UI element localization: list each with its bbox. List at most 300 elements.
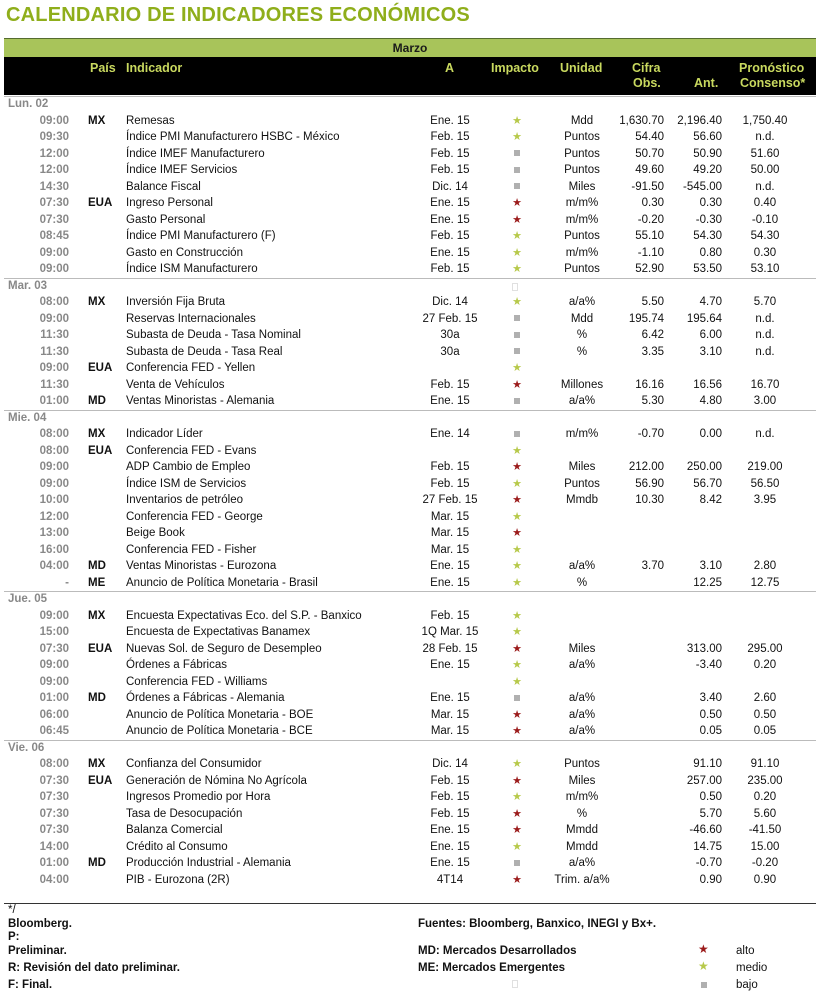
cell-period: Feb. 15 xyxy=(430,131,470,143)
cell-previous: 0.05 xyxy=(699,725,722,737)
table-row xyxy=(0,855,824,872)
cell-time: 09:00 xyxy=(39,461,69,473)
cell-country: ME xyxy=(88,576,106,589)
cell-consensus: 3.00 xyxy=(753,395,777,407)
impact-high-star-icon: ★ xyxy=(512,378,522,391)
table-row xyxy=(0,723,824,740)
table-row xyxy=(0,690,824,707)
cell-period: Feb. 15 xyxy=(430,609,470,622)
cell-unit: a/a% xyxy=(568,692,596,704)
impact-medium-star-icon: ★ xyxy=(512,840,522,853)
cell-time: 01:00 xyxy=(39,395,69,407)
cell-consensus: -0.10 xyxy=(751,213,779,226)
table-row xyxy=(0,707,824,724)
impact-low-square-icon xyxy=(507,162,527,179)
table-row xyxy=(0,624,824,641)
impact-high-star-icon: ★ xyxy=(512,873,522,886)
cell-unit: Miles xyxy=(568,642,596,655)
cell-time: 10:00 xyxy=(39,494,69,506)
cell-time: 09:00 xyxy=(39,362,69,374)
cell-consensus: 0.30 xyxy=(753,246,777,259)
cell-time: 13:00 xyxy=(39,527,69,539)
cell-country: MX xyxy=(88,758,106,770)
table-row xyxy=(0,146,824,163)
cell-time: 01:00 xyxy=(39,692,69,704)
col-impacto: Impacto xyxy=(491,61,539,75)
cell-time: 01:00 xyxy=(39,857,69,869)
cell-previous: 54.30 xyxy=(693,230,722,242)
cell-indicator: Ventas Minoristas - Eurozona xyxy=(126,560,277,572)
cell-observed: -1.10 xyxy=(637,246,664,259)
col-obs: Obs. xyxy=(633,76,661,90)
impact-medium-star-icon: ★ xyxy=(512,296,522,308)
table-row xyxy=(0,657,824,674)
day-divider xyxy=(4,591,816,592)
cell-indicator: Encuesta Expectativas Eco. del S.P. - Banxico xyxy=(126,609,362,622)
impact-high-star-icon: ★ xyxy=(512,527,522,539)
table-row xyxy=(0,261,824,278)
cell-period: Feb. 15 xyxy=(430,774,470,787)
cell-period: Mar. 15 xyxy=(430,725,470,737)
cell-consensus: 0.20 xyxy=(753,659,777,671)
cell-previous: 6.00 xyxy=(699,329,722,341)
cell-consensus: 0.50 xyxy=(753,708,777,721)
impact-high-star-icon: ★ xyxy=(512,824,522,836)
impact-high-star-icon: ★ xyxy=(512,461,522,473)
table-row xyxy=(0,806,824,823)
cell-previous: -3.40 xyxy=(695,659,722,671)
cell-consensus: 0.90 xyxy=(753,873,777,886)
impact-high-star-icon: ★ xyxy=(512,725,522,737)
cell-time: 12:00 xyxy=(39,510,69,523)
day-divider xyxy=(4,740,816,741)
cell-previous: 195.64 xyxy=(686,312,722,325)
cell-unit: Mdd xyxy=(570,114,594,127)
day-label: Mie. 04 xyxy=(8,411,47,424)
table-row xyxy=(0,641,824,658)
cell-unit: Millones xyxy=(560,378,604,391)
impact-medium-star-icon: ★ xyxy=(512,510,522,523)
cell-observed: 16.16 xyxy=(635,378,664,391)
cell-time: 09:00 xyxy=(39,263,69,275)
page-title: CALENDARIO DE INDICADORES ECONÓMICOS xyxy=(6,4,470,26)
impact-low-square-icon xyxy=(507,146,527,163)
day-header xyxy=(0,278,824,295)
col-cifra: Cifra xyxy=(632,61,661,75)
cell-indicator: Gasto en Construcción xyxy=(126,246,243,259)
cell-period: Feb. 15 xyxy=(430,147,470,160)
cell-time: 12:00 xyxy=(39,147,69,160)
cell-consensus: 5.70 xyxy=(753,296,777,308)
cell-unit: a/a% xyxy=(568,659,596,671)
cell-indicator: Ingreso Personal xyxy=(126,197,213,209)
table-row xyxy=(0,195,824,212)
cell-previous: 8.42 xyxy=(699,494,722,506)
impact-low-square-icon xyxy=(507,426,527,443)
cell-previous: 5.70 xyxy=(699,807,722,820)
cell-previous: 0.50 xyxy=(699,708,722,721)
cell-consensus: 5.60 xyxy=(753,807,777,820)
footer-divider xyxy=(4,903,816,904)
table-row xyxy=(0,608,824,625)
cell-time: 07:30 xyxy=(39,774,69,787)
cell-previous: 3.10 xyxy=(699,345,722,358)
cell-period: Ene. 15 xyxy=(430,114,470,127)
cell-indicator: PIB - Eurozona (2R) xyxy=(126,873,230,886)
table-row xyxy=(0,129,824,146)
cell-unit: % xyxy=(576,807,588,820)
cell-previous: 3.10 xyxy=(699,560,722,572)
cell-period: Ene. 15 xyxy=(430,692,470,704)
cell-observed: 1,630.70 xyxy=(619,114,664,127)
cell-previous: 0.00 xyxy=(699,428,722,440)
cell-time: 11:30 xyxy=(40,329,69,341)
cell-observed: 212.00 xyxy=(628,461,664,473)
cell-indicator: Inversión Fija Bruta xyxy=(126,296,226,308)
col-unidad: Unidad xyxy=(560,61,603,75)
day-header xyxy=(0,96,824,113)
cell-country: MX xyxy=(88,296,106,308)
cell-time: 09:30 xyxy=(39,131,69,143)
cell-period: 1Q Mar. 15 xyxy=(421,626,479,638)
cell-indicator: Encuesta de Expectativas Banamex xyxy=(126,626,311,638)
empty-marker-icon xyxy=(512,980,518,988)
cell-previous: -0.70 xyxy=(695,857,722,869)
cell-indicator: Remesas xyxy=(126,114,175,127)
cell-time: 14:30 xyxy=(39,180,69,193)
cell-country: MD xyxy=(88,692,106,704)
cell-time: 14:00 xyxy=(39,840,69,853)
cell-time: 08:00 xyxy=(39,758,69,770)
impact-medium-star-icon: ★ xyxy=(512,131,522,143)
table-row xyxy=(0,294,824,311)
cell-consensus: 15.00 xyxy=(750,840,780,853)
cell-period: Mar. 15 xyxy=(430,510,470,523)
cell-unit: a/a% xyxy=(568,560,596,572)
cell-unit: Miles xyxy=(568,180,596,193)
impact-low-square-icon xyxy=(507,327,527,344)
table-row xyxy=(0,426,824,443)
table-row xyxy=(0,756,824,773)
cell-consensus: -41.50 xyxy=(748,824,782,836)
cell-previous: 4.80 xyxy=(699,395,722,407)
cell-indicator: Conferencia FED - Yellen xyxy=(126,362,256,374)
cell-consensus: 235.00 xyxy=(747,774,783,787)
cell-unit: Miles xyxy=(568,461,596,473)
cell-consensus: n.d. xyxy=(755,345,775,358)
impact-medium-star-icon: ★ xyxy=(512,675,522,688)
table-row xyxy=(0,558,824,575)
cell-period: Ene. 15 xyxy=(430,213,470,226)
impact-medium-star-icon: ★ xyxy=(512,560,522,572)
cell-period: 27 Feb. 15 xyxy=(422,312,478,325)
cell-indicator: Venta de Vehículos xyxy=(126,378,225,391)
impact-high-star-icon: ★ xyxy=(512,642,522,655)
cell-indicator: Índice IMEF Servicios xyxy=(126,164,238,176)
cell-consensus: 12.75 xyxy=(750,576,780,589)
cell-time: 06:45 xyxy=(39,725,69,737)
impact-medium-star-icon: ★ xyxy=(512,609,522,622)
cell-period: Feb. 15 xyxy=(430,477,470,490)
table-row xyxy=(0,525,824,542)
cell-previous: 4.70 xyxy=(699,296,722,308)
col-a: A xyxy=(445,61,455,75)
cell-unit: m/m% xyxy=(565,197,599,209)
cell-indicator: Ventas Minoristas - Alemania xyxy=(126,395,275,407)
table-header xyxy=(4,57,816,95)
col-ant: Ant. xyxy=(694,76,719,90)
cell-previous: 0.50 xyxy=(699,791,722,803)
cell-consensus: n.d. xyxy=(755,180,775,193)
day-divider xyxy=(4,96,816,97)
cell-time: 08:00 xyxy=(39,444,69,457)
cell-consensus: -0.20 xyxy=(751,857,779,869)
cell-indicator: Conferencia FED - George xyxy=(126,510,263,523)
cell-previous: 50.90 xyxy=(693,147,722,160)
table-row xyxy=(0,212,824,229)
cell-time: 09:00 xyxy=(39,609,69,622)
empty-marker-icon xyxy=(512,283,518,291)
cell-period: Ene. 15 xyxy=(430,560,470,572)
cell-previous: 0.80 xyxy=(699,246,722,259)
cell-country: MD xyxy=(88,560,106,572)
table-row xyxy=(0,789,824,806)
cell-unit: Puntos xyxy=(564,230,600,242)
impact-medium-star-icon: ★ xyxy=(512,626,522,638)
cell-indicator: Indicador Líder xyxy=(126,428,203,440)
cell-previous: 56.60 xyxy=(693,131,722,143)
cell-indicator: Índice IMEF Manufacturero xyxy=(126,147,265,160)
cell-time: 11:30 xyxy=(40,345,69,358)
cell-period: Feb. 15 xyxy=(430,378,470,391)
cell-unit: Puntos xyxy=(564,164,600,176)
month-header: Marzo xyxy=(4,38,816,57)
table-row xyxy=(0,575,824,592)
cell-consensus: 91.10 xyxy=(750,758,780,770)
cell-time: 15:00 xyxy=(39,626,69,638)
cell-consensus: 51.60 xyxy=(750,147,780,160)
cell-time: 04:00 xyxy=(39,873,69,886)
cell-indicator: Índice ISM Manufacturero xyxy=(126,263,258,275)
cell-indicator: Generación de Nómina No Agrícola xyxy=(126,774,307,787)
table-row xyxy=(0,393,824,410)
cell-consensus: 295.00 xyxy=(747,642,783,655)
cell-consensus: n.d. xyxy=(755,428,775,440)
cell-time: 07:30 xyxy=(39,213,69,226)
impact-high-star-icon: ★ xyxy=(512,708,522,721)
table-row xyxy=(0,476,824,493)
day-label: Lun. 02 xyxy=(8,98,49,110)
cell-time: 09:00 xyxy=(39,675,69,688)
impact-low-square-icon xyxy=(507,344,527,361)
cell-indicator: Crédito al Consumo xyxy=(126,840,228,853)
cell-consensus: n.d. xyxy=(755,312,775,325)
impact-high-star-icon: ★ xyxy=(512,213,522,226)
cell-time: 06:00 xyxy=(39,708,69,721)
day-divider xyxy=(4,410,816,411)
cell-period: Dic. 14 xyxy=(432,296,468,308)
impact-medium-star-icon: ★ xyxy=(512,114,522,127)
cell-unit: m/m% xyxy=(565,428,599,440)
col-indicador: Indicador xyxy=(126,61,183,75)
impact-high-star-icon: ★ xyxy=(512,807,522,820)
cell-observed: 55.10 xyxy=(635,230,664,242)
cell-country: MD xyxy=(88,857,106,869)
cell-previous: 53.50 xyxy=(693,263,722,275)
impact-low-square-icon xyxy=(507,311,527,328)
cell-period: Ene. 15 xyxy=(430,824,470,836)
cell-time: 12:00 xyxy=(39,164,69,176)
cell-consensus: 2.80 xyxy=(753,560,777,572)
footnote-revision: R: Revisión del dato preliminar. xyxy=(8,962,180,974)
table-row xyxy=(0,509,824,526)
table-row xyxy=(0,228,824,245)
cell-time: 07:30 xyxy=(39,791,69,803)
cell-indicator: Producción Industrial - Alemania xyxy=(126,857,291,869)
cell-indicator: Órdenes a Fábricas xyxy=(126,659,227,671)
impact-medium-star-icon: ★ xyxy=(512,444,522,457)
cell-unit: m/m% xyxy=(565,213,599,226)
cell-consensus: 3.95 xyxy=(753,494,777,506)
cell-indicator: Conferencia FED - Evans xyxy=(126,444,257,457)
impact-high-star-icon: ★ xyxy=(512,774,522,787)
cell-unit: Puntos xyxy=(564,131,600,143)
cell-period: Feb. 15 xyxy=(430,807,470,820)
cell-indicator: Ingresos Promedio por Hora xyxy=(126,791,271,803)
cell-previous: 257.00 xyxy=(686,774,722,787)
impact-medium-star-icon: ★ xyxy=(512,246,522,259)
cell-country: MX xyxy=(88,428,106,440)
cell-unit: a/a% xyxy=(568,857,596,869)
cell-indicator: Índice PMI Manufacturero (F) xyxy=(126,230,276,242)
cell-period: Feb. 15 xyxy=(430,164,470,176)
cell-previous: -46.60 xyxy=(689,824,722,836)
cell-previous: 2,196.40 xyxy=(677,114,722,127)
cell-period: Feb. 15 xyxy=(430,263,470,275)
cell-observed: 50.70 xyxy=(635,147,664,160)
cell-consensus: n.d. xyxy=(755,329,775,341)
cell-consensus: 0.40 xyxy=(753,197,777,209)
cell-indicator: Gasto Personal xyxy=(126,213,206,226)
cell-previous: 0.90 xyxy=(699,873,722,886)
impact-high-star-icon: ★ xyxy=(512,494,522,506)
cell-unit: Puntos xyxy=(564,147,600,160)
impact-low-square-icon xyxy=(507,690,527,707)
cell-observed: 0.30 xyxy=(641,197,664,209)
cell-period: Ene. 15 xyxy=(430,576,470,589)
cell-observed: 10.30 xyxy=(635,494,664,506)
table-row xyxy=(0,311,824,328)
cell-time: 09:00 xyxy=(39,246,69,259)
legend-low-label: bajo xyxy=(736,979,758,991)
cell-previous: 49.20 xyxy=(693,164,722,176)
cell-indicator: Inventarios de petróleo xyxy=(126,494,243,506)
cell-unit: a/a% xyxy=(568,725,596,737)
legend-mid-label: medio xyxy=(736,962,768,974)
footnote-mark: */ xyxy=(8,904,16,916)
cell-period: Feb. 15 xyxy=(430,791,470,803)
cell-unit: Miles xyxy=(568,774,596,787)
impact-high-star-icon: ★ xyxy=(512,197,522,209)
cell-indicator: Nuevas Sol. de Seguro de Desempleo xyxy=(126,642,322,655)
footnote-bloomberg: Bloomberg. xyxy=(8,918,72,930)
table-row xyxy=(0,773,824,790)
footnote-sources: Fuentes: Bloomberg, Banxico, INEGI y Bx+. xyxy=(418,918,657,930)
legend-star-mid-icon: ★ xyxy=(698,959,709,973)
table-row xyxy=(0,822,824,839)
cell-unit: Mmdb xyxy=(566,494,598,506)
cell-previous: 14.75 xyxy=(693,840,722,853)
day-header xyxy=(0,591,824,608)
cell-time: 09:00 xyxy=(39,659,69,671)
table-row xyxy=(0,162,824,179)
cell-previous: 3.40 xyxy=(699,692,722,704)
cell-indicator: Balanza Comercial xyxy=(126,824,223,836)
impact-medium-star-icon: ★ xyxy=(512,758,522,770)
table-row xyxy=(0,113,824,130)
cell-country: EUA xyxy=(88,362,113,374)
cell-unit: a/a% xyxy=(568,708,596,721)
cell-consensus: 50.00 xyxy=(750,164,780,176)
cell-country: MD xyxy=(88,395,106,407)
cell-indicator: Tasa de Desocupación xyxy=(126,807,243,820)
cell-indicator: Anuncio de Política Monetaria - Brasil xyxy=(126,576,318,589)
cell-previous: 313.00 xyxy=(686,642,722,655)
cell-unit: % xyxy=(576,345,588,358)
cell-period: 30a xyxy=(440,329,460,341)
cell-country: EUA xyxy=(88,444,113,457)
footnote-preliminar: Preliminar. xyxy=(8,945,67,957)
impact-medium-star-icon: ★ xyxy=(512,263,522,275)
cell-unit: Puntos xyxy=(564,263,600,275)
cell-previous: 250.00 xyxy=(686,461,722,473)
table-row xyxy=(0,360,824,377)
impact-medium-star-icon: ★ xyxy=(512,659,522,671)
cell-unit: Puntos xyxy=(564,477,600,490)
cell-time: 09:00 xyxy=(39,312,69,325)
footnote-p: P: xyxy=(8,931,20,943)
cell-country: EUA xyxy=(88,642,113,655)
day-divider xyxy=(4,278,816,279)
impact-medium-star-icon: ★ xyxy=(512,543,522,556)
cell-observed: 6.42 xyxy=(641,329,664,341)
cell-time: 09:00 xyxy=(39,477,69,490)
cell-previous: -0.30 xyxy=(695,213,722,226)
cell-time: 04:00 xyxy=(39,560,69,572)
table-row xyxy=(0,443,824,460)
cell-indicator: Anuncio de Política Monetaria - BCE xyxy=(126,725,313,737)
cell-indicator: Confianza del Consumidor xyxy=(126,758,262,770)
day-header xyxy=(0,740,824,757)
cell-observed: 52.90 xyxy=(635,263,664,275)
cell-time: 08:45 xyxy=(39,230,69,242)
cell-consensus: n.d. xyxy=(755,131,775,143)
cell-consensus: 1,750.40 xyxy=(742,114,788,127)
cell-period: Ene. 15 xyxy=(430,246,470,259)
day-label: Vie. 06 xyxy=(8,741,45,754)
col-pronostico: Pronóstico xyxy=(739,61,805,75)
cell-observed: 3.70 xyxy=(641,560,664,572)
table-row xyxy=(0,459,824,476)
cell-previous: 0.30 xyxy=(699,197,722,209)
cell-indicator: Órdenes a Fábricas - Alemania xyxy=(126,692,285,704)
impact-low-square-icon xyxy=(507,179,527,196)
cell-country: EUA xyxy=(88,197,113,209)
cell-consensus: 0.20 xyxy=(753,791,777,803)
cell-period: Ene. 15 xyxy=(430,840,470,853)
legend-star-high-icon: ★ xyxy=(698,942,709,956)
cell-country: MX xyxy=(88,609,106,622)
